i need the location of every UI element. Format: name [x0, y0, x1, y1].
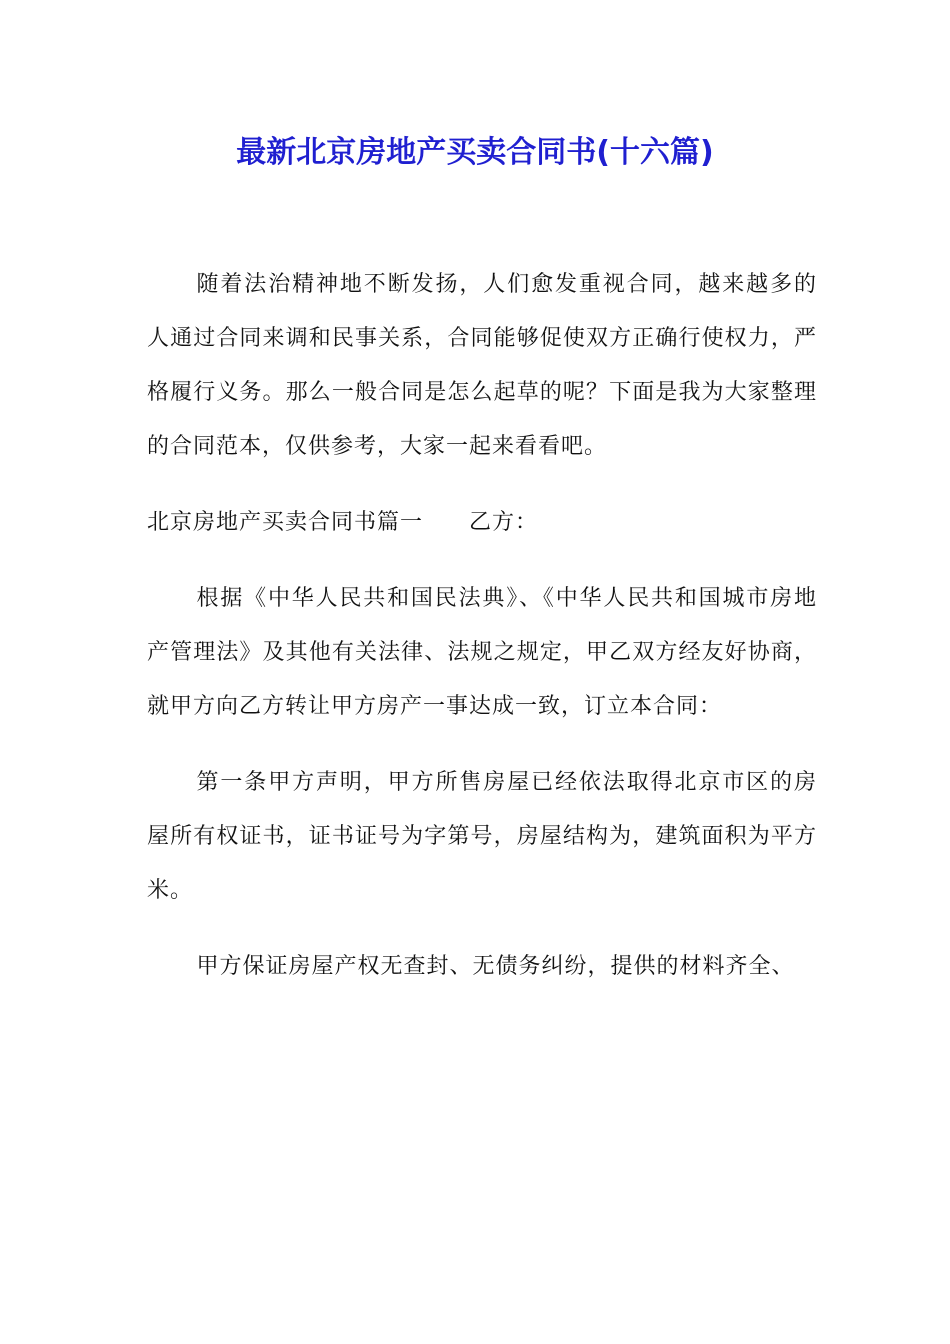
contract-paragraph-article-one: 第一条甲方声明，甲方所售房屋已经依法取得北京市区的房屋所有权证书，证书证号为字第号，房屋结构为，建筑面积为平方米。: [147, 770, 817, 903]
document-title: 最新北京房地产买卖合同书(十六篇): [236, 135, 714, 170]
section-heading: 北京房地产买卖合同书篇一: [147, 510, 424, 535]
contract-paragraph-basis: 根据《中华人民共和国民法典》、《中华人民共和国城市房地产管理法》及其他有关法律、法规之规定，甲乙双方经友好协商，就甲方向乙方转让甲方房产一事达成一致，订立本合同：: [147, 586, 817, 719]
intro-paragraph: 随着法治精神地不断发扬，人们愈发重视合同，越来越多的人通过合同来调和民事关系，合同能够促使双方正确行使权力，严格履行义务。那么一般合同是怎么起草的呢？下面是我为大家整理的合同范本，仅供参考，大家一起来看看吧。: [147, 272, 817, 459]
contract-paragraph-guarantee: 甲方保证房屋产权无查封、无债务纠纷，提供的材料齐全、: [196, 954, 795, 979]
party-label: 乙方：: [469, 510, 539, 535]
document-body: [147, 258, 817, 1016]
section-heading-line: [147, 496, 817, 550]
